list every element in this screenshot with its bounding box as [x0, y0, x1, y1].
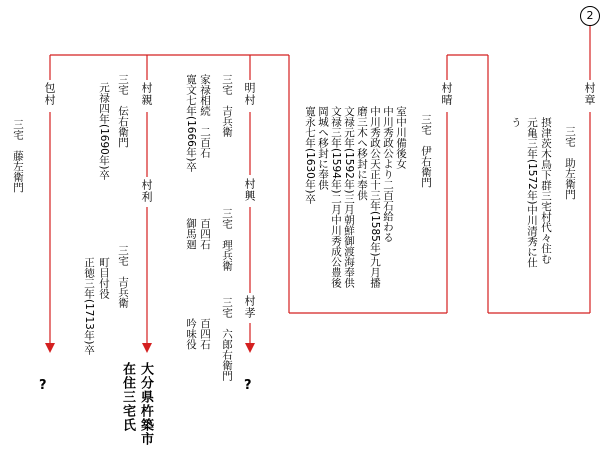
name-muratakashi: 村孝 — [243, 295, 256, 319]
murafumi-line3: 元亀三年(1572年)中川清秀に仕 — [526, 117, 538, 268]
name-muratoshi: 村利 — [140, 179, 153, 203]
muraharu-line8: 岡城へ移封に奉供 — [317, 106, 329, 190]
muraoki-line2: 百四石 — [199, 218, 211, 250]
muratakashi-line1: 三宅 六郎右衛門 — [221, 297, 233, 381]
murafumi-line1: 三宅 助左衛門 — [564, 126, 576, 200]
name-houson: 包村 — [43, 82, 56, 106]
muratoshi-line3: 正徳三年(1713年)卒 — [83, 257, 95, 355]
name-murachika: 村親 — [140, 82, 153, 106]
name-muraoki: 村興 — [243, 178, 256, 202]
muratakashi-line3: 吟味役 — [185, 318, 197, 350]
muratoshi-line2: 町目付役 — [98, 257, 110, 299]
houson-line1: 三宅 藤左衛門 — [12, 119, 24, 193]
meimura-line2: 家禄相続 二百石 — [199, 74, 211, 158]
muraoki-line1: 三宅 理兵衛 — [221, 208, 233, 271]
meimura-line3: 寛文七年(1666年)卒 — [185, 74, 197, 172]
meimura-line1: 三宅 吉兵衛 — [221, 74, 233, 137]
murafumi-line2: 摂津茨木鳥下群三宅村代々住む — [540, 117, 552, 264]
muraharu-line9: 寛永七年(1630年)卒 — [304, 106, 316, 204]
arrow-2 — [142, 343, 152, 353]
muraharu-line5: 磨三木へ移封に奉供 — [356, 106, 368, 201]
name-muraharu: 村晴 — [440, 82, 453, 106]
murafumi-line4: う — [510, 117, 522, 128]
page-marker: 2 — [580, 6, 600, 26]
muraharu-line1: 三宅 伊右衛門 — [420, 114, 432, 188]
unknown-descendant-1: ? — [39, 378, 47, 393]
muratoshi-line1: 三宅 吉兵衛 — [117, 245, 129, 308]
murachika-line2: 元禄四年(1690年)卒 — [98, 82, 110, 180]
muraharu-line3: 中川秀政公より二百石給わる — [382, 106, 394, 243]
muraharu-line6: 文禄元年(1592年)三月朝鮮御渡海奉供 — [343, 106, 355, 288]
living-note-1: 大分県杵築市 — [138, 362, 153, 446]
living-note-2: 在住三宅氏 — [120, 362, 135, 432]
muraharu-line2: 室中川備後女 — [395, 106, 407, 169]
name-meimura: 明村 — [243, 82, 256, 106]
muraharu-line4: 中川秀政公天正十三年(1585年)九月播 — [369, 106, 381, 288]
muratakashi-line2: 百四石 — [199, 318, 211, 350]
arrow-3 — [245, 343, 255, 353]
arrow-1 — [45, 343, 55, 353]
name-murafumi: 村章 — [583, 82, 596, 106]
muraharu-line7: 文禄三年(1594年)二月中川秀成公豊後 — [330, 106, 342, 288]
muraoki-line3: 御馬廻 — [185, 218, 197, 250]
unknown-descendant-2: ? — [244, 378, 252, 393]
murachika-line1: 三宅 伝右衛門 — [117, 74, 129, 148]
